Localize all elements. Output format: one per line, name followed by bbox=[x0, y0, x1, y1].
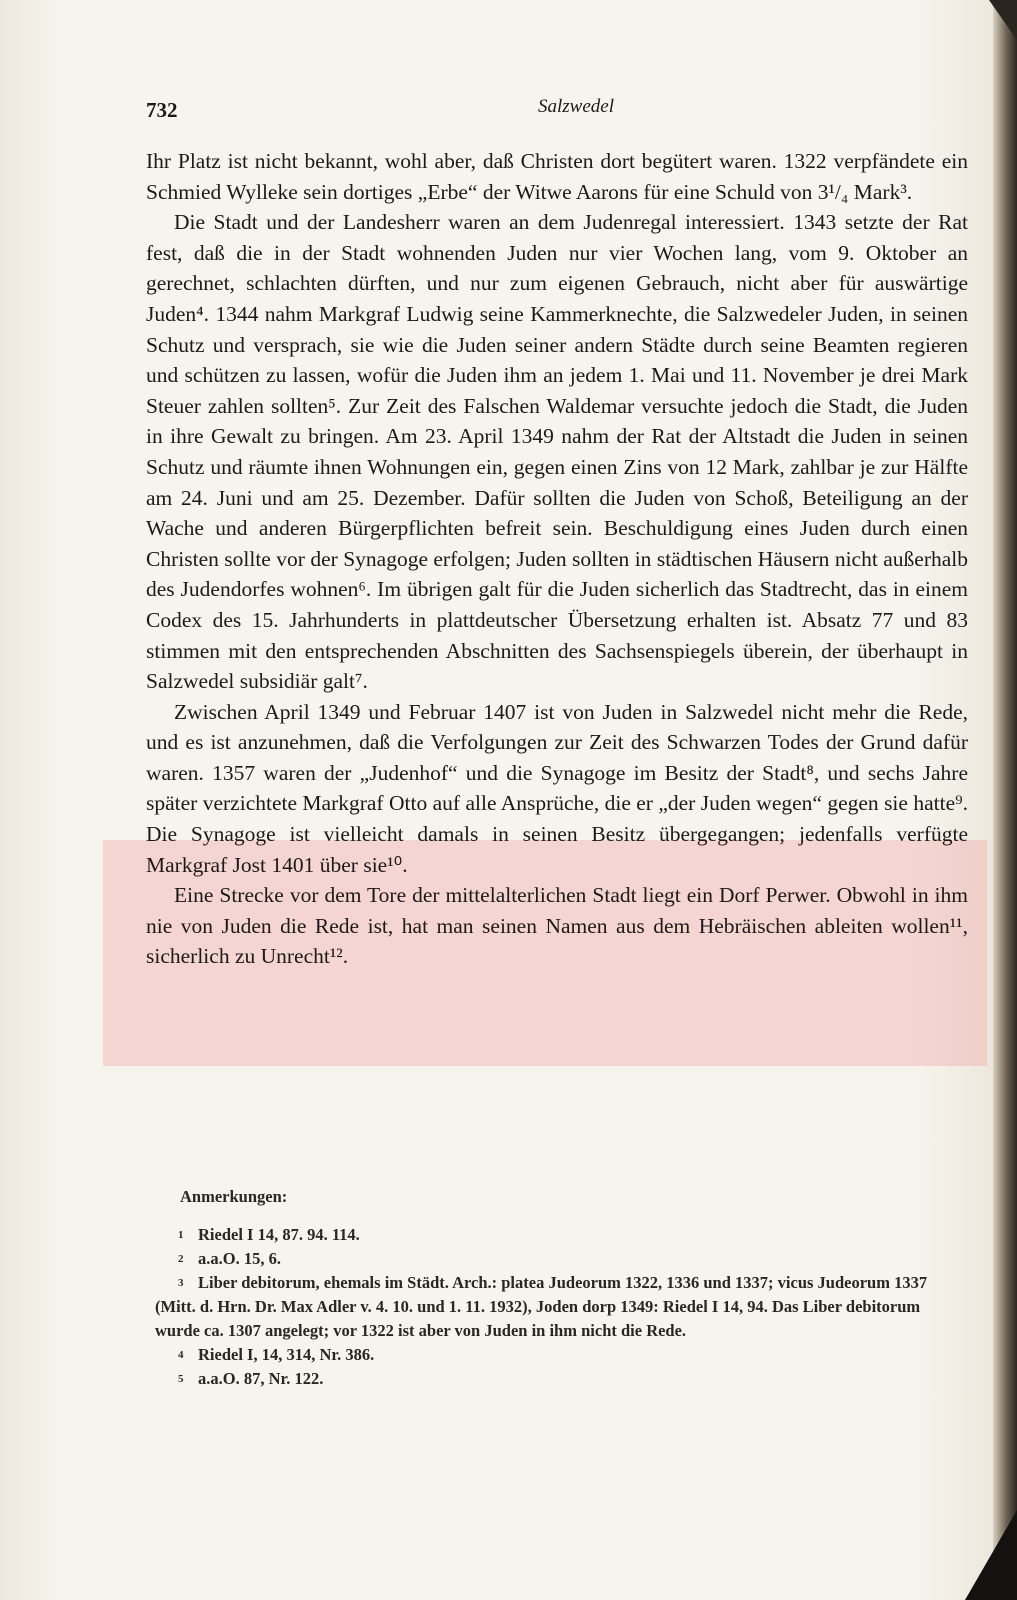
running-head: Salzwedel bbox=[538, 96, 614, 117]
footnotes-title: Anmerkungen: bbox=[180, 1187, 288, 1206]
footnotes bbox=[155, 1185, 967, 1391]
paragraph: Eine Strecke vor dem Tore der mittelalterlichen Stadt liegt ein Dorf Perwer. Obwohl in ihm nie von Juden die Rede ist, hat man seinen Namen aus dem Hebräischen ableiten wollen¹¹, sicherlich zu Unrecht¹². bbox=[146, 883, 968, 969]
footnote: 1 Riedel I 14, 87. 94. 114. bbox=[178, 1225, 360, 1244]
page-number: 732 bbox=[146, 98, 178, 122]
footnote: 4 Riedel I, 14, 314, Nr. 386. bbox=[178, 1345, 375, 1364]
footnote: 2 a.a.O. 15, 6. bbox=[178, 1249, 281, 1268]
footnote: 3 Liber debitorum, ehemals im Städt. Arch.: platea Judeorum 1322, 1336 und 1337; vicus Judeorum 1337 (Mitt. d. Hrn. Dr. Max Adler v. 4. 10. und 1. 11. 1932), Joden dorp 1349: Riedel I 14, 94. Das Liber debitorum wurde ca. 1307 angelegt; vor 1322 ist aber von Juden in ihm nicht die Rede. bbox=[155, 1273, 928, 1340]
page-corner-top bbox=[989, 0, 1017, 40]
book-edge bbox=[993, 0, 1017, 1600]
paragraph: Ihr Platz ist nicht bekannt, wohl aber, daß Christen dort begütert waren. 1322 verpfändete ein Schmied Wylleke sein dortiges „Erbe“ der Witwe Aarons für eine Schuld von 3¹/₄ Mark³. bbox=[146, 149, 968, 204]
page-header bbox=[146, 94, 966, 124]
page-corner-bottom bbox=[965, 1510, 1017, 1600]
body-text bbox=[146, 146, 968, 972]
footnote: 5 a.a.O. 87, Nr. 122. bbox=[178, 1369, 324, 1388]
paragraph-highlighted: Zwischen April 1349 und Februar 1407 ist von Juden in Salzwedel nicht mehr die Rede, und es ist anzunehmen, daß die Verfolgungen zur Zeit des Schwarzen Todes der Grund dafür waren. 1357 waren der „Judenhof“ und die Synagoge im Besitz der Stadt⁸, und sechs Jahre später verzichtete Markgraf Otto auf alle Ansprüche, die er „der Juden wegen“ gegen sie hatte⁹. Die Synagoge ist vielleicht damals in seinen Besitz übergegangen; jedenfalls verfügte Markgraf Jost 1401 über sie¹⁰. bbox=[146, 699, 968, 877]
paragraph: Die Stadt und der Landesherr waren an dem Judenregal interessiert. 1343 setzte der Rat fest, daß die in der Stadt wohnenden Juden nur vier Wochen lang, vom 9. Oktober an gerechnet, schlachten dürften, und nur zum eigenen Gebrauch, nicht aber für auswärtige Juden⁴. 1344 nahm Markgraf Ludwig seine Kammerknechte, die Salzwedeler Juden, in seinen Schutz und versprach, sie wie die Juden seiner andern Städte durch seine Beamten regieren und schützen zu lassen, wofür die Juden ihm an jedem 1. Mai und 11. November je drei Mark Steuer zahlen sollten⁵. Zur Zeit des Falschen Waldemar versuchte jedoch die Stadt, die Juden in ihre Gewalt zu bringen. Am 23. April 1349 nahm der Rat der Altstadt die Juden in seinen Schutz und räumte ihnen Wohnungen ein, gegen einen Zins von 12 Mark, zahlbar je zur Hälfte am 24. Juni und am 25. Dezember. Dafür sollten die Juden von Schoß, Beteiligung an der Wache und anderen Bürgerpflichten befreit sein. Beschuldigung eines Juden durch einen Christen sollte vor der Synagoge erfolgen; Juden sollten in städtischen Häusern nicht außerhalb des Judendorfes wohnen⁶. Im übrigen galt für die Juden sicherlich das Stadtrecht, das in einem Codex des 15. Jahrhunderts in plattdeutscher Übersetzung erhalten ist. Absatz 77 und 83 stimmen mit den entsprechenden Abschnitten des Sachsenspiegels überein, der überhaupt in Salzwedel subsidiär galt⁷. bbox=[146, 210, 968, 694]
